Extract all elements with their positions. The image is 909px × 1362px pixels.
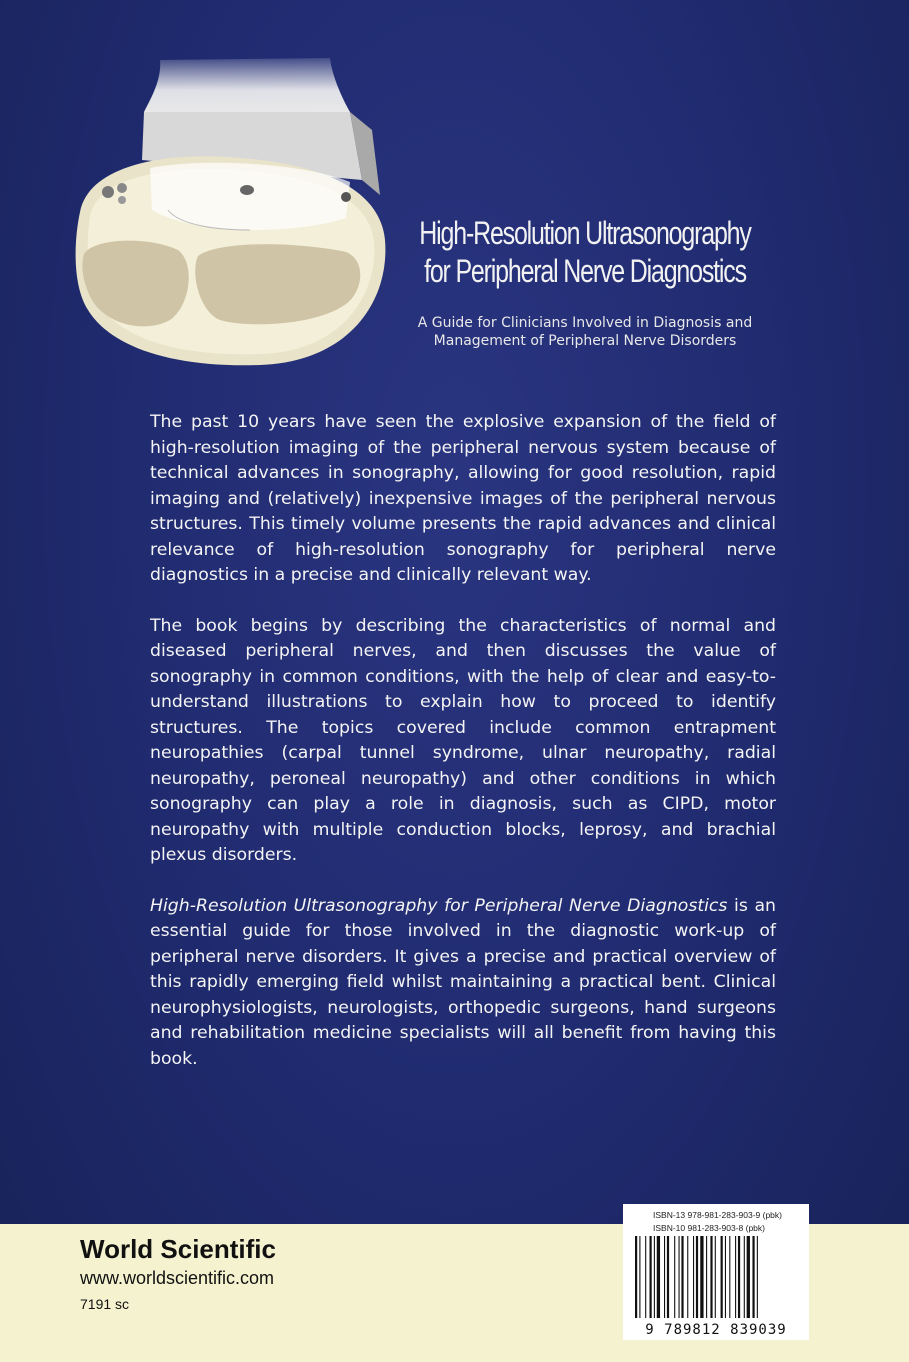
publisher-name: World Scientific [80,1234,276,1264]
book-description [150,410,776,1097]
catalog-code: 7191 sc [80,1296,130,1312]
isbn-10-label: ISBN-10 981-283-903-8 (pbk) [653,1223,765,1233]
isbn-13-label: ISBN-13 978-981-283-903-9 (pbk) [653,1210,782,1220]
description-paragraph-1: The past 10 years have seen the explosive expansion of the field of high-resolution imaging of the peripheral nervous system because of technical advances in sonography, allowing for good resolution, rapid imaging and (relatively) inexpensive images of the peripheral nervous structures. This timely volume presents the rapid advances and clinical relevance of high-resolution sonography for peripheral nerve diagnostics in a precise and clinically relevant way. [150,412,776,585]
description-paragraph-3-text: is an essential guide for those involved in the diagnostic work-up of peripheral nerve disorders. It gives a precise and practical overview of this rapidly emerging field whilst maintaining a practical bent. Clinical neurophysiologists, neurologists, orthopedic surgeons, hand surgeons and rehabilitation medicine specialists will all benefit from having this book. [150,895,776,1069]
subtitle-line-2: Management of Peripheral Nerve Disorders [433,333,737,349]
description-paragraph-2: The book begins by describing the characteristics of normal and diseased peripheral nerves, and then discusses the value of sonography in common conditions, with the help of clear and easy-to-understand illustrations to explain how to proceed to identify structures. The topics covered include common entrapment neuropathies (carpal tunnel syndrome, ulnar neuropathy, radial neuropathy, peroneal neuropathy) and other conditions in which sonography can play a role in diagnosis, such as CIPD, motor neuropathy with multiple conduction blocks, leprosy, and brachial plexus disorders. [150,615,776,865]
title-block [360,214,810,350]
book-subtitle [360,314,810,350]
barcode-number: 9 789812 839039 [645,1322,787,1338]
publisher-url: www.worldscientific.com [80,1268,275,1288]
barcode-panel [623,1204,809,1340]
barcode-icon [631,1236,801,1320]
description-paragraph-3 [150,894,776,1073]
book-title-line-1: High-Resolution Ultrasonography [419,215,751,251]
book-title-reference: High-Resolution Ultrasonography for Peripheral Nerve Diagnostics [150,895,728,916]
book-title-line-2: for Peripheral Nerve Diagnostics [424,253,746,289]
ultrasound-cross-section-illustration [50,40,400,380]
subtitle-line-1: A Guide for Clinicians Involved in Diagnosis and [417,315,753,331]
